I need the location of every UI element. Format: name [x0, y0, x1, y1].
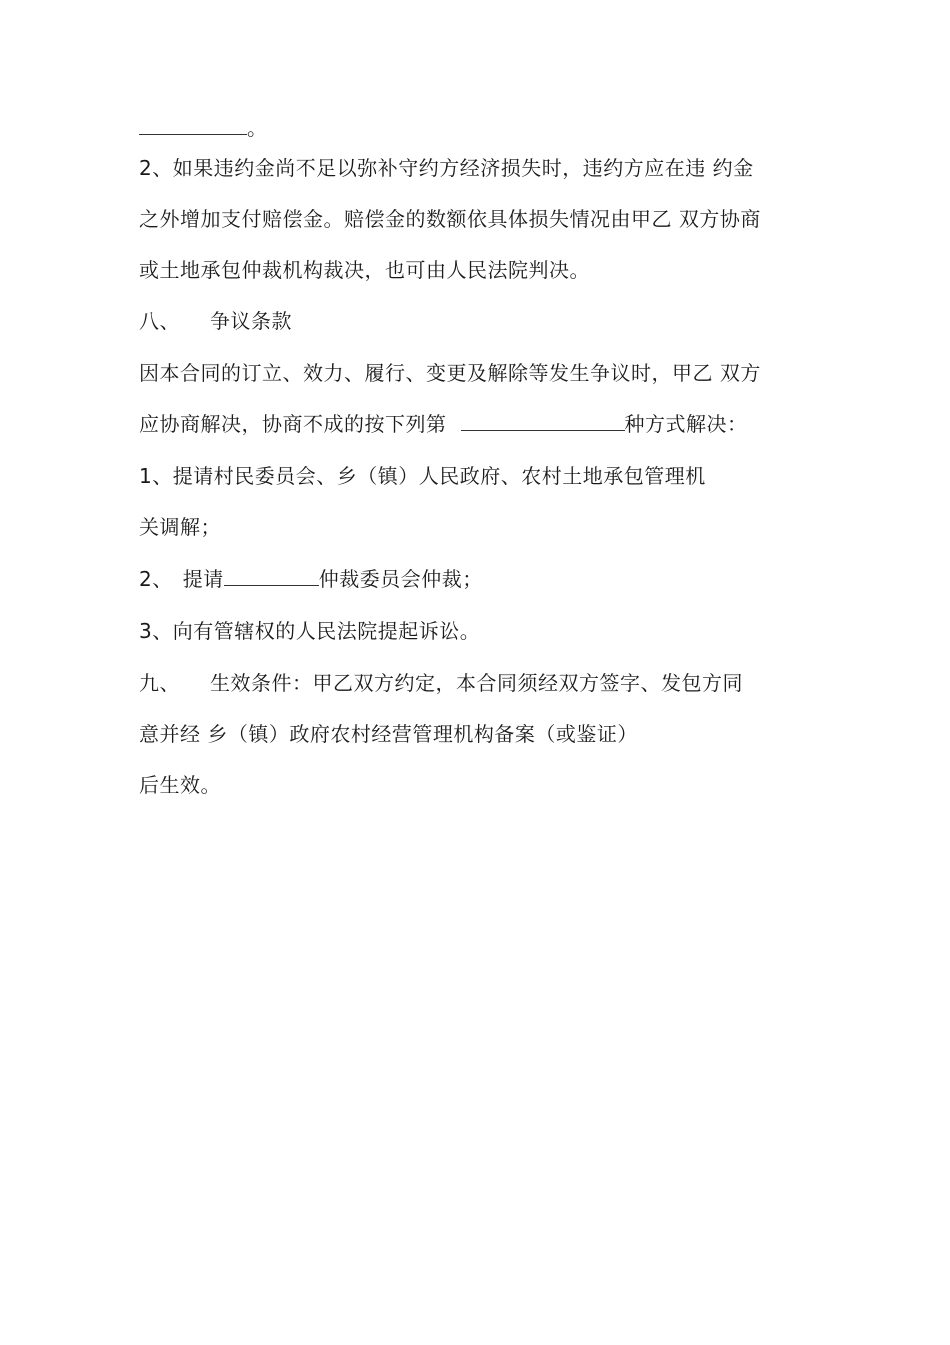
- paragraph-line: 因本合同的订立、效力、履行、变更及解除等发生争议时，甲乙 双方: [139, 361, 761, 385]
- fill-in-blank[interactable]: [139, 114, 247, 135]
- list-item-3: 3、向有管辖权的人民法院提起诉讼。: [139, 619, 481, 643]
- fill-in-blank[interactable]: [224, 565, 319, 586]
- section-heading-9: [139, 669, 743, 697]
- section-title: 争议条款: [210, 309, 292, 333]
- text-segment: 应协商解决，协商不成的按下列第: [139, 412, 447, 436]
- list-item-2: [139, 565, 483, 593]
- paragraph-line: 意并经 乡（镇）政府农村经营管理机构备案（或鉴证）: [139, 722, 638, 746]
- fill-in-blank[interactable]: [461, 410, 625, 431]
- section-text: 生效条件：甲乙双方约定，本合同须经双方签字、发包方同: [210, 671, 743, 695]
- paragraph-line: 后生效。: [139, 773, 221, 797]
- paragraph-line: 之外增加支付赔偿金。赔偿金的数额依具体损失情况由甲乙 双方协商: [139, 207, 761, 231]
- paragraph-line-with-blank: [139, 410, 748, 438]
- section-heading-8: [139, 307, 292, 335]
- text-segment: 仲裁委员会仲裁；: [318, 567, 483, 591]
- period-mark: 。: [247, 116, 268, 140]
- list-number: 2、: [139, 567, 173, 591]
- line-blank-period: [139, 114, 268, 142]
- text-segment: 种方式解决：: [624, 412, 748, 436]
- text-segment: 提请: [182, 567, 224, 591]
- section-number: 九、: [139, 671, 180, 695]
- section-number: 八、: [139, 309, 180, 333]
- list-item-1: 1、提请村民委员会、乡（镇）人民政府、农村土地承包管理机: [139, 464, 706, 488]
- list-item-1-continued: 关调解；: [139, 515, 221, 539]
- paragraph-line: 2、如果违约金尚不足以弥补守约方经济损失时，违约方应在违 约金: [139, 156, 754, 180]
- paragraph-line: 或土地承包仲裁机构裁决，也可由人民法院判决。: [139, 258, 590, 282]
